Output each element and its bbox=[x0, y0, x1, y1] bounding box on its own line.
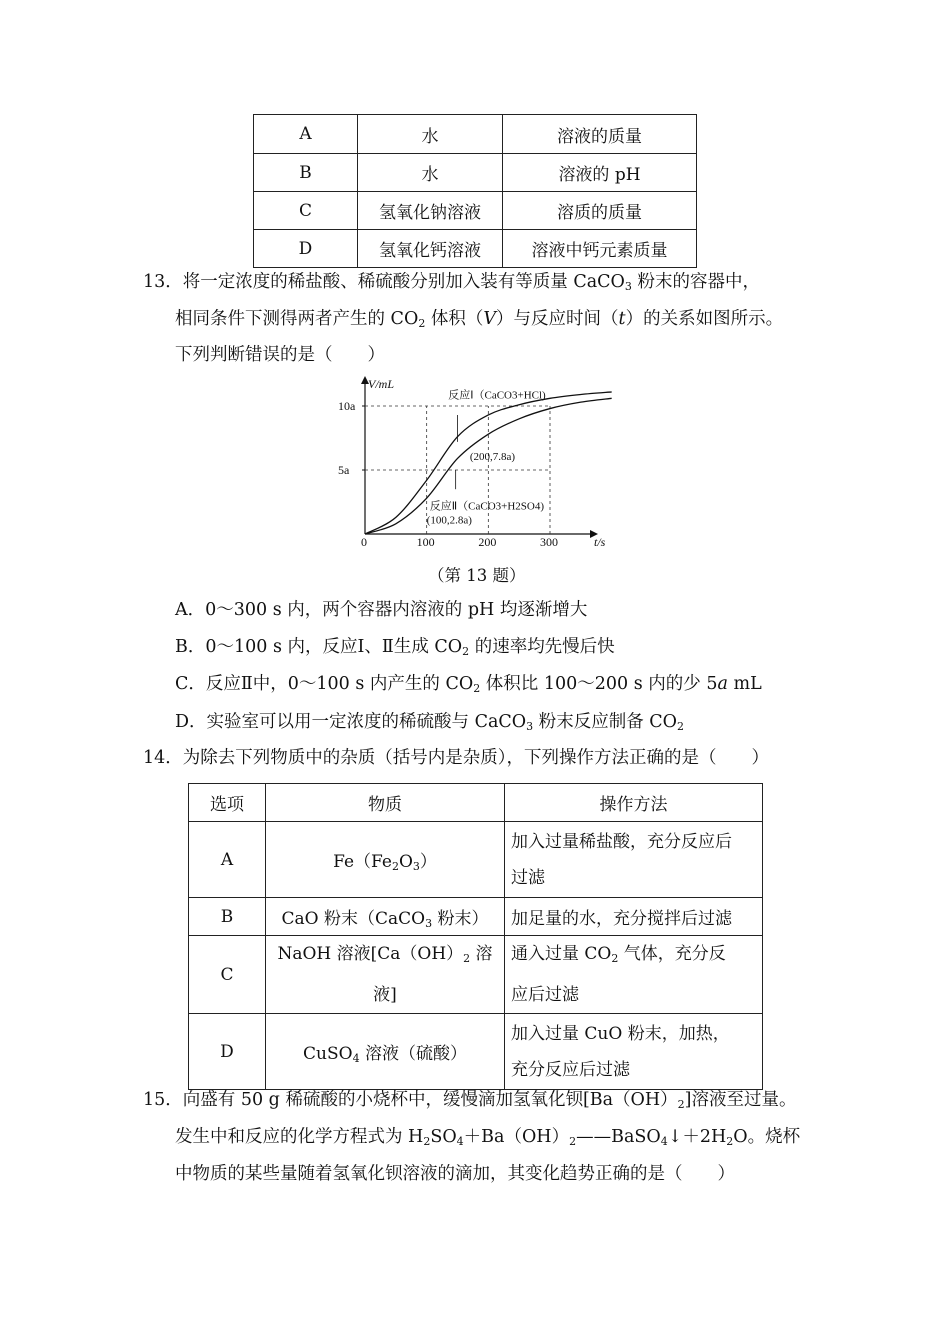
q12-row-c-label: C bbox=[254, 192, 358, 230]
q14-row-a-method: 加入过量稀盐酸，充分反应后 过滤 bbox=[505, 822, 763, 898]
q14-header-substance: 物质 bbox=[266, 784, 505, 822]
q13-line3: 下列判断错误的是（ ） bbox=[175, 345, 385, 365]
q14-header-method: 操作方法 bbox=[505, 784, 763, 822]
q13-option-b: B．0～100 s 内，反应Ⅰ、Ⅱ生成 $CO_2$ 的速率均先慢后快 bbox=[175, 637, 615, 658]
q13-option-c: C．反应Ⅱ中，0～100 s 内产生的 $CO_2$ 体积比 100～200 s 内的少 5a mL bbox=[175, 674, 762, 695]
q13-chart bbox=[330, 374, 620, 554]
q12-row-c-reagent: 氢氧化钠溶液 bbox=[358, 192, 503, 230]
x-tick-label-3: 300 bbox=[540, 535, 558, 549]
q14-row-c-label: C bbox=[189, 936, 266, 1014]
q15-line2: 发生中和反应的化学方程式为 $H_2SO_4+Ba(OH)_2——BaSO_4↓+2H_2O$。烧杯 bbox=[175, 1127, 801, 1148]
y-axis-label: V/mL bbox=[368, 377, 395, 391]
q13-option-a: A．0～300 s 内，两个容器内溶液的 pH 均逐渐增大 bbox=[175, 600, 588, 620]
q15-line3: 中物质的某些量随着氢氧化钡溶液的滴加，其变化趋势正确的是（ ） bbox=[175, 1164, 735, 1184]
q14-row-b-method: 加足量的水，充分搅拌后过滤 bbox=[505, 898, 763, 936]
q13-option-d: D．实验室可以用一定浓度的稀硫酸与 CaCO$_3$ 粉末反应制备 $CO_2$ bbox=[175, 712, 685, 733]
q14-number: 14． bbox=[143, 748, 183, 768]
q12-row-a-reagent: 水 bbox=[358, 115, 503, 154]
q14-row-d-substance: CuSO$_4$ 溶液（硫酸） bbox=[266, 1014, 505, 1090]
q12-row-d-label: D bbox=[254, 230, 358, 268]
q12-table bbox=[253, 114, 697, 268]
q12-row-d-reagent: 氢氧化钙溶液 bbox=[358, 230, 503, 268]
q14-row-c-method: 通入过量 $CO_2$ 气体，充分反 应后过滤 bbox=[505, 936, 763, 1014]
x-tick-label-2: 200 bbox=[478, 535, 497, 549]
q12-row-b-quantity: 溶液的 pH bbox=[503, 154, 697, 192]
point-label-100: (100,2.8a) bbox=[426, 514, 472, 527]
q12-row-b-reagent: 水 bbox=[358, 154, 503, 192]
point-label-200: (200,7.8a) bbox=[469, 450, 516, 463]
q14-stem: 14．为除去下列物质中的杂质（括号内是杂质），下列操作方法正确的是（ ） bbox=[143, 748, 770, 768]
q13-number: 13． bbox=[143, 272, 183, 292]
q14-row-c-substance: NaOH 溶液[$Ca(OH)_2$ 溶 液] bbox=[266, 936, 505, 1014]
q12-row-a-label: A bbox=[254, 115, 358, 154]
q13-line1: 13．将一定浓度的稀盐酸、稀硫酸分别加入装有等质量 CaCO$_3$ 粉末的容器中， bbox=[143, 272, 760, 293]
label-reaction-ii: 反应Ⅱ（CaCO3+H2SO4) bbox=[429, 500, 545, 513]
label-reaction-i: 反应Ⅰ（CaCO3+HCl) bbox=[448, 389, 546, 402]
origin-label: 0 bbox=[361, 535, 367, 549]
q14-header-option: 选项 bbox=[189, 784, 266, 822]
q15-number: 15． bbox=[143, 1090, 183, 1110]
q13-line2: 相同条件下测得两者产生的 $CO_2$ 体积（V）与反应时间（t）的关系如图所示。 bbox=[175, 309, 784, 330]
q14-row-d-method: 加入过量 CuO 粉末，加热， 充分反应后过滤 bbox=[505, 1014, 763, 1090]
q14-table bbox=[188, 783, 763, 1090]
q13-caption: （第 13 题） bbox=[428, 566, 526, 585]
q14-row-d-label: D bbox=[189, 1014, 266, 1090]
q12-row-b-label: B bbox=[254, 154, 358, 192]
x-axis-label: t/s bbox=[594, 535, 606, 549]
y-tick-label-1: 5a bbox=[338, 463, 350, 477]
q12-row-a-quantity: 溶液的质量 bbox=[503, 115, 697, 154]
q14-row-a-substance: $Fe(Fe_2O_3)$ bbox=[266, 822, 505, 898]
q12-row-c-quantity: 溶质的质量 bbox=[503, 192, 697, 230]
q14-row-b-label: B bbox=[189, 898, 266, 936]
q14-row-a-label: A bbox=[189, 822, 266, 898]
x-tick-label-1: 100 bbox=[416, 535, 435, 549]
q14-row-b-substance: CaO 粉末（CaCO$_3$ 粉末） bbox=[266, 898, 505, 936]
q15-line1: 15．向盛有 50 g 稀硫酸的小烧杯中，缓慢滴加氢氧化钡$[Ba(OH)_2]$溶液至过量。 bbox=[143, 1090, 797, 1111]
y-tick-label-2: 10a bbox=[338, 399, 356, 413]
q12-row-d-quantity: 溶液中钙元素质量 bbox=[503, 230, 697, 268]
